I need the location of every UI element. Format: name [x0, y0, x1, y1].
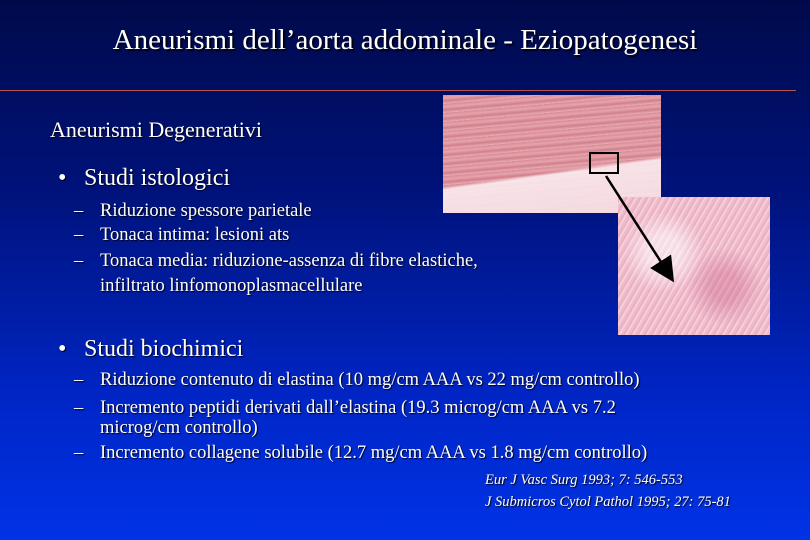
bullet-label: Studi biochimici: [84, 336, 244, 362]
bullet-dot: •: [58, 336, 67, 362]
sub-item: – Incremento peptidi derivati dall’elastina (19.3 microg/cm AAA vs 7.2: [74, 398, 616, 418]
dash: –: [74, 201, 84, 221]
slide-title: Aneurismi dell’aorta addominale - Eziopatogenesi: [112, 24, 698, 56]
sub-item-continuation: infiltrato linfomonoplasmacellulare: [100, 276, 363, 296]
dash: –: [74, 251, 84, 271]
zoom-region-box: [589, 152, 619, 174]
sub-item: – Tonaca media: riduzione-assenza di fibre elastiche,: [74, 251, 478, 271]
dash: –: [74, 225, 84, 245]
reference-1: Eur J Vasc Surg 1993; 7: 546-553: [485, 472, 683, 488]
sub-item-continuation: microg/cm controllo): [100, 418, 258, 438]
reference-2: J Submicros Cytol Pathol 1995; 27: 75-81: [485, 494, 731, 510]
bullet-studi-istologici: [58, 165, 230, 192]
references: [485, 469, 731, 513]
sub-item: – Riduzione contenuto di elastina (10 mg/cm AAA vs 22 mg/cm controllo): [74, 370, 640, 390]
section-title: Aneurismi Degenerativi: [50, 117, 262, 142]
sub-item: – Tonaca intima: lesioni ats: [74, 225, 290, 245]
histology-image-high-magnification: [618, 197, 770, 335]
sub-item: – Incremento collagene solubile (12.7 mg/cm AAA vs 1.8 mg/cm controllo): [74, 443, 648, 463]
bullet-dot: •: [58, 165, 67, 191]
histology-image-low-magnification: [443, 95, 661, 213]
bullet-label: Studi istologici: [84, 165, 231, 191]
sub-item: – Riduzione spessore parietale: [74, 201, 312, 221]
dash: –: [74, 443, 84, 463]
dash: –: [74, 370, 84, 390]
dash: –: [74, 398, 84, 418]
bullet-studi-biochimici: [58, 336, 243, 363]
title-divider: [0, 90, 796, 91]
